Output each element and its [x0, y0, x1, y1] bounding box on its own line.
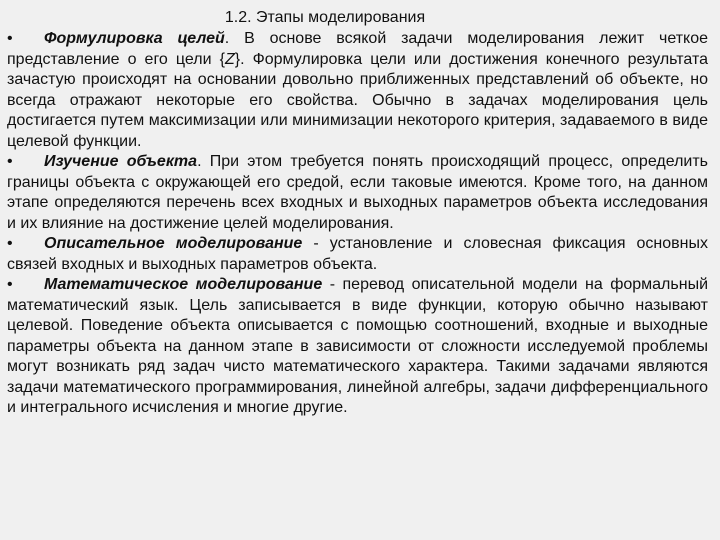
- section-term: Математическое моделирование: [44, 276, 323, 293]
- bullet-icon: •: [7, 30, 13, 47]
- section-mathematical-modeling: [7, 275, 708, 419]
- section-text: - перевод описательной модели на формальный математический язык. Цель записывается в виде функции, которую обычно называют целевой. Поведение объекта описывается с помощью соотношений, входные и выходные параметры объекта на данном этапе в зависимости от сложности исследуемой проблемы могут возникать ряд задач чисто математического характера. Такими задачами являются задачи математического программирования, линейной алгебры, задачи дифференциального и интегрального исчисления и многие другие.: [7, 276, 709, 416]
- bullet-icon: •: [7, 276, 13, 293]
- section-text: - установление и словесная фиксация основных связей входных и выходных параметров объекта.: [7, 235, 709, 273]
- bullet-icon: •: [7, 153, 13, 170]
- section-term: Изучение объекта: [44, 153, 198, 170]
- section-term: Формулировка целей: [44, 30, 225, 47]
- variable-z: Z: [224, 50, 235, 68]
- bullet-icon: •: [7, 235, 13, 252]
- slide-content: [7, 29, 708, 419]
- section-term: Описательное моделирование: [44, 235, 303, 252]
- section-object-study: [7, 152, 708, 234]
- section-text: . В основе всякой задачи моделирования лежит четкое представление о его цели {: [7, 30, 708, 68]
- slide-title: 1.2. Этапы моделирования: [224, 9, 426, 26]
- section-text: . При этом требуется понять происходящий процесс, определить границы объекта с окружающей его средой, если таковые имеются. Кроме того, на данном этапе определяются перечень всех входных и выходных параметров объекта исследования и их влияние на достижение целей моделирования.: [7, 153, 709, 232]
- section-descriptive-modeling: [7, 234, 708, 275]
- section-goal-formulation: [7, 29, 708, 152]
- section-text: }. Формулировка цели или достижения конечного результата зачастую происходят на основании довольно приближенных представлений об объекте, но всегда отражают некоторые его свойства. Обычно в задачах моделирования цель достигается путем максимизации или минимизации некоторого критерия, задаваемого в виде целевой функции.: [7, 50, 709, 150]
